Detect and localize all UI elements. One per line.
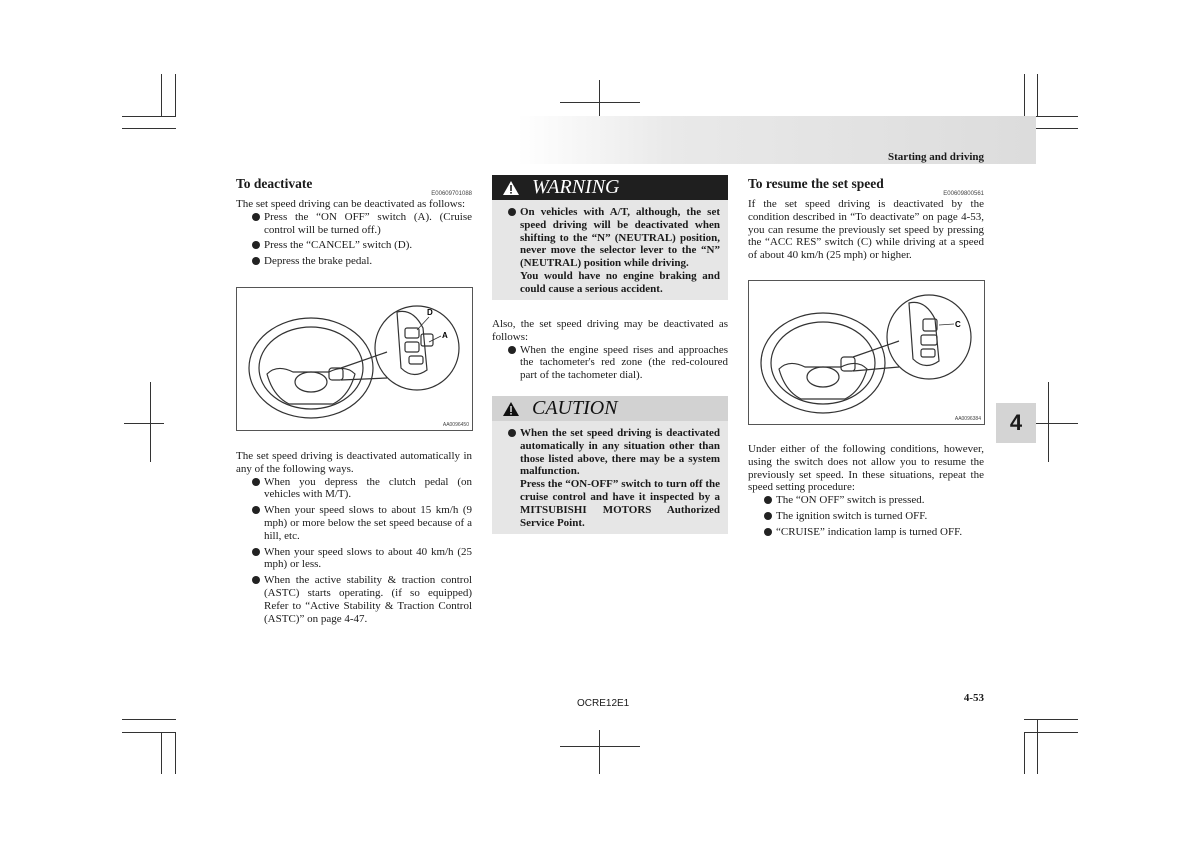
figure-code: AA0096450 <box>442 422 469 428</box>
list-item: When the engine speed rises and approaches the tachometer's red zone (the red-coloured part of the tachometer dial). <box>508 344 728 382</box>
resume-conditions <box>748 443 984 542</box>
auto-deactivate-section <box>236 450 472 628</box>
chapter-tab: 4 <box>996 403 1036 443</box>
section-title: Starting and driving <box>888 151 984 163</box>
caution-text-2: Press the “ON-OFF” switch to turn off the cruise control and have it inspected by a MITSUBISHI MOTORS Authorized Service Point. <box>520 478 720 529</box>
left-column <box>236 176 472 271</box>
caution-title: CAUTION <box>532 397 618 419</box>
also-list <box>492 344 728 382</box>
warning-box <box>492 175 728 300</box>
list-item: When the active stability & traction control (ASTC) starts operating. (if so equipped) Refer to “Active Stability & Traction Control (ASTC)” on page 4-47. <box>252 574 472 625</box>
under-text: Under either of the following conditions, however, using the switch does not allow you to resume the previously set speed. In these situations, repeat the speed setting procedure: <box>748 443 984 494</box>
warning-header <box>492 175 728 200</box>
right-column <box>748 176 984 262</box>
caution-header <box>492 396 728 421</box>
resume-code: E00609800561 <box>943 191 984 197</box>
caution-box <box>492 396 728 534</box>
warning-text-2: You would have no engine braking and could cause a serious accident. <box>520 269 720 295</box>
auto-intro: The set speed driving is deactivated automatically in any of the following ways. <box>236 450 472 475</box>
list-item: Press the “ON OFF” switch (A). (Cruise control will be turned off.) <box>252 211 472 237</box>
deactivate-list <box>236 211 472 268</box>
resume-heading: To resume the set speed <box>748 176 884 191</box>
page-number: 4-53 <box>963 692 984 704</box>
caution-icon <box>502 401 520 417</box>
list-item: The ignition switch is turned OFF. <box>764 510 984 523</box>
list-item: Press the “CANCEL” switch (D). <box>252 239 472 252</box>
condition-list <box>748 494 984 538</box>
list-item: “CRUISE” indication lamp is turned OFF. <box>764 526 984 539</box>
also-text: Also, the set speed driving may be deactivated as follows: <box>492 318 728 343</box>
list-item: Depress the brake pedal. <box>252 255 472 268</box>
label-a: A <box>442 331 448 340</box>
steering-wheel-figure-left <box>236 287 473 431</box>
warning-icon <box>502 180 520 196</box>
list-item: When your speed slows to about 15 km/h (9 mph) or more below the set speed because of a hill, etc. <box>252 504 472 542</box>
steering-wheel-illustration <box>237 288 472 430</box>
list-item: The “ON OFF” switch is pressed. <box>764 494 984 507</box>
resume-intro: If the set speed driving is deactivated by the condition described in “To deactivate” on page 4-53, you can resume the previously set speed by pressing the “ACC RES” switch (C) while driving at a speed of about 40 km/h (25 mph) or higher. <box>748 198 984 262</box>
figure-code: AA0096384 <box>954 416 981 422</box>
list-item: When your speed slows to about 40 km/h (25 mph) or less. <box>252 546 472 572</box>
label-c: C <box>955 320 961 329</box>
deactivate-heading: To deactivate <box>236 176 313 191</box>
deactivate-intro: The set speed driving can be deactivated as follows: <box>236 198 466 210</box>
steering-wheel-illustration <box>749 281 984 424</box>
steering-wheel-figure-right <box>748 280 985 425</box>
document-code: OCRE12E1 <box>577 698 630 709</box>
auto-list <box>236 476 472 626</box>
warning-title: WARNING <box>532 176 620 198</box>
deactivate-code: E00609701088 <box>431 191 472 197</box>
warning-text: On vehicles with A/T, although, the set speed driving will be deactivated when shifting to the “N” (NEUTRAL) position, never move the selector lever to the “N” (NEUTRAL) position while driving. <box>508 206 720 270</box>
also-section <box>492 318 728 385</box>
list-item: When you depress the clutch pedal (on vehicles with M/T). <box>252 476 472 502</box>
label-d: D <box>427 308 433 317</box>
caution-text: When the set speed driving is deactivated automatically in any situation other than those listed above, there may be a system malfunction. <box>508 427 720 478</box>
